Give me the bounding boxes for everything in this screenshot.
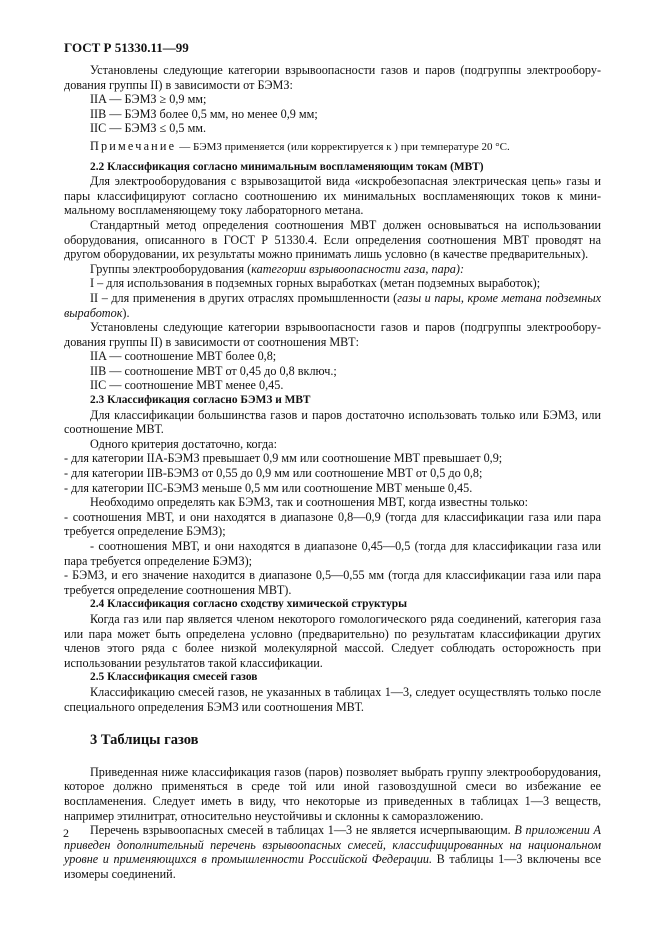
paragraph: Одного критерия достаточно, когда: [90, 436, 277, 451]
list-item: - соотношения МВТ, и они находятся в диапазоне 0,8—0,9 (тогда для классификации газа или пара требуется определение БЭМЗ); [64, 509, 601, 539]
paragraph: Перечень взрывоопасных смесей в таблицах 1—3 не является исчерпывающим. В приложении А приведен дополнительный перечень взрывоопасных смесей, классифицированных на национальном уровне и применяющихся в промышленности Российской Федерации. В таблицы 1—3 включены все изомеры соединений. [64, 823, 601, 881]
category-item: IIC — БЭМЗ ≤ 0,5 мм. [90, 121, 207, 136]
category-item: IIB — БЭМЗ более 0,5 мм, но менее 0,9 мм; [90, 106, 318, 121]
page-number: 2 [63, 826, 69, 840]
page-content [64, 63, 601, 881]
category-item: IIA — БЭМЗ ≥ 0,9 мм; [90, 92, 207, 107]
list-item: - для категории IIA-БЭМЗ превышает 0,9 мм или соотношение МВТ превышает 0,9; [64, 451, 503, 466]
section-2-4-title: 2.4 Классификация согласно сходству химической структуры [90, 598, 407, 611]
section-2-2-title: 2.2 Классификация согласно минимальным воспламеняющим токам (МВТ) [90, 160, 484, 173]
paragraph: Классификацию смесей газов, не указанных в таблицах 1—3, следует осуществлять только после специального определения БЭМЗ или соотношения МВТ. [64, 684, 601, 714]
category-item: IIC — соотношение МВТ менее 0,45. [90, 378, 284, 393]
paragraph: Для классификации большинства газов и паров достаточно использовать только или БЭМЗ, или соотношение МВТ. [64, 407, 601, 437]
list-item: - для категории IIB-БЭМЗ от 0,55 до 0,9 мм или соотношение МВТ от 0,5 до 0,8; [64, 466, 483, 481]
section-2-3-title: 2.3 Классификация согласно БЭМЗ и МВТ [90, 394, 311, 407]
list-item: - соотношения МВТ, и они находятся в диапазоне 0,45—0,5 (тогда для классификации газа или пара требуется определение БЭМЗ); [64, 539, 601, 568]
paragraph: Необходимо определять как БЭМЗ, так и соотношения МВТ, когда известны только: [90, 495, 528, 510]
groups-heading: Группы электрооборудования (категории взрывоопасности газа, пара): [90, 261, 465, 276]
paragraph: Когда газ или пар является членом некоторого гомологического ряда соединений, категория газа или пара может быть определена условно (предварительно) по результатам классификации других членов этого ряда с более низкой молекулярной массой. Следует соблюдать осторожность при использовании результатов такой классификации. [64, 611, 601, 670]
group-item: I – для использования в подземных горных выработках (метан подземных выработок); [90, 276, 541, 291]
note-label: Примечание [90, 138, 177, 153]
note-text: — БЭМЗ применяется (или корректируется к ) при температуре 20 °С. [179, 140, 510, 153]
group-item: II – для применения в других отраслях промышленности (газы и пары, кроме метана подземных выработок). [64, 290, 601, 320]
section-3-title: 3 Таблицы газов [90, 732, 199, 749]
paragraph: Приведенная ниже классификация газов (паров) позволяет выбрать группу электрооборудования, которое должно применяться в среде той или иной газовоздушной смеси во избежание ее воспламенения. Следует иметь в виду, что некоторые из приведенных в таблицах 1—3 веществ, например этилнитрат, относительно неустойчивы и склонны к саморазложению. [64, 764, 601, 823]
paragraph: Для электрооборудования с взрывозащитой вида «искробезопасная электрическая цепь» газы и пары классифицируют согласно соотношению их минимальных воспламеняющих токов к минимальному воспламеняющему току лабораторного метана. [64, 174, 601, 218]
category-item: IIA — соотношение МВТ более 0,8; [90, 349, 277, 364]
category-item: IIB — соотношение МВТ от 0,45 до 0,8 включ.; [90, 363, 337, 378]
note [64, 139, 601, 155]
intro-paragraph: Установлены следующие категории взрывоопасности газов и паров (подгруппы электрооборудования группы II) в зависимости от БЭМЗ: [64, 63, 601, 92]
section-2-5-title: 2.5 Классификация смесей газов [90, 671, 258, 684]
document-header: ГОСТ Р 51330.11—99 [64, 40, 189, 55]
list-item: - для категории IIC-БЭМЗ меньше 0,5 мм или соотношение МВТ меньше 0,45. [64, 480, 473, 495]
paragraph: Стандартный метод определения соотношения МВТ должен основываться на использовании оборудования, описанного в ГОСТ Р 51330.4. Если определения соотношения МВТ проводят на другом оборудовании, их результаты можно принимать лишь условно (в качестве предварительных). [64, 217, 601, 262]
list-item: - БЭМЗ, и его значение находится в диапазоне 0,5—0,55 мм (тогда для классификации газа или пара требуется определение соотношения МВТ). [64, 568, 601, 597]
paragraph: Установлены следующие категории взрывоопасности газов и паров (подгруппы электрооборудования группы II) в зависимости от соотношения МВТ: [64, 320, 601, 349]
